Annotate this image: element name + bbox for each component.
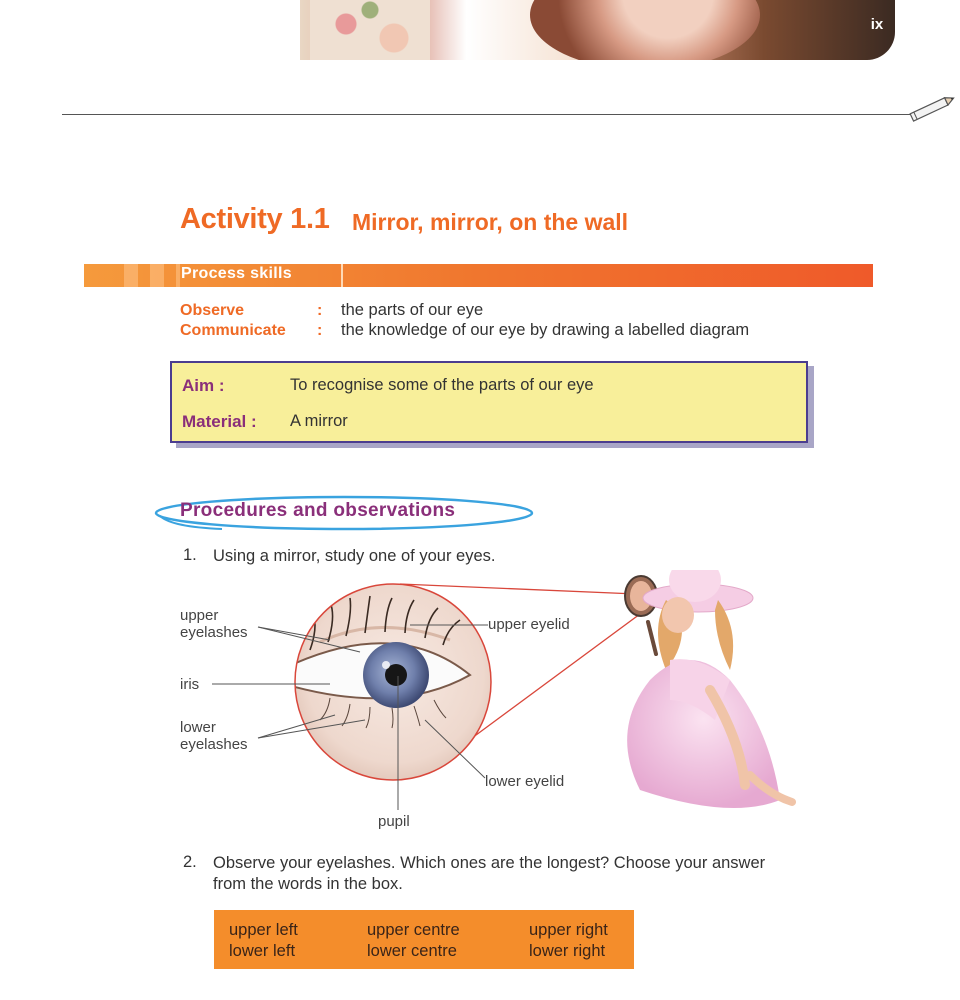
- answer-word: lower left: [229, 942, 296, 960]
- skill-description-observe: the parts of our eye: [341, 301, 484, 319]
- skill-description-communicate: the knowledge of our eye by drawing a labelled diagram: [341, 321, 750, 339]
- answer-word: upper left: [229, 921, 298, 939]
- page-divider: [62, 114, 912, 115]
- aim-label: Aim :: [182, 376, 225, 395]
- bar-stripe: [124, 264, 138, 287]
- bar-stripe: [150, 264, 164, 287]
- label-upper-eyelashes-line2: eyelashes: [180, 624, 248, 641]
- procedures-heading: Procedures and observations: [180, 500, 456, 521]
- skill-term-observe: Observe: [180, 302, 245, 319]
- aim-box: [170, 361, 808, 443]
- label-upper-eyelid: upper eyelid: [488, 616, 570, 633]
- page-number: ix: [870, 16, 884, 33]
- process-bar-separator: [341, 264, 343, 287]
- activity-number: Activity 1.1: [180, 203, 330, 235]
- material-label: Material :: [182, 412, 257, 431]
- answer-word: upper centre: [367, 921, 460, 939]
- skill-colon: :: [317, 302, 323, 319]
- step-text: Using a mirror, study one of your eyes.: [213, 547, 496, 565]
- process-skills-heading: Process skills: [181, 265, 292, 282]
- girl-with-mirror-photo: [627, 570, 792, 808]
- material-text: A mirror: [290, 412, 348, 430]
- step-text: Observe your eyelashes. Which ones are the longest? Choose your answer from the words in the box.: [213, 854, 766, 893]
- step-number: 2.: [183, 853, 197, 871]
- label-lower-eyelid: lower eyelid: [485, 773, 565, 790]
- aim-text: To recognise some of the parts of our eye: [290, 376, 594, 394]
- skill-term-communicate: Communicate: [180, 322, 286, 339]
- girl-face-photo: [530, 0, 760, 60]
- label-lower-eyelashes-line1: lower: [180, 719, 216, 736]
- label-lower-eyelashes-line2: eyelashes: [180, 736, 248, 753]
- label-iris: iris: [180, 676, 200, 693]
- answer-word: lower right: [529, 942, 606, 960]
- callout-line: [400, 584, 636, 594]
- flower-dress-photo: [310, 0, 430, 60]
- pencil-icon: [900, 94, 960, 124]
- eye-diagram: [170, 570, 810, 840]
- answer-word: lower centre: [367, 942, 457, 960]
- skill-colon: :: [317, 322, 323, 339]
- hand-mirror: [625, 576, 657, 654]
- activity-title: Mirror, mirror, on the wall: [352, 209, 629, 235]
- answer-word: upper right: [529, 921, 608, 939]
- bar-stripe: [176, 264, 180, 287]
- step-number: 1.: [183, 546, 197, 564]
- top-photo-strip: [300, 0, 895, 60]
- label-upper-eyelashes-line1: upper: [180, 607, 219, 624]
- label-pupil: pupil: [378, 813, 410, 830]
